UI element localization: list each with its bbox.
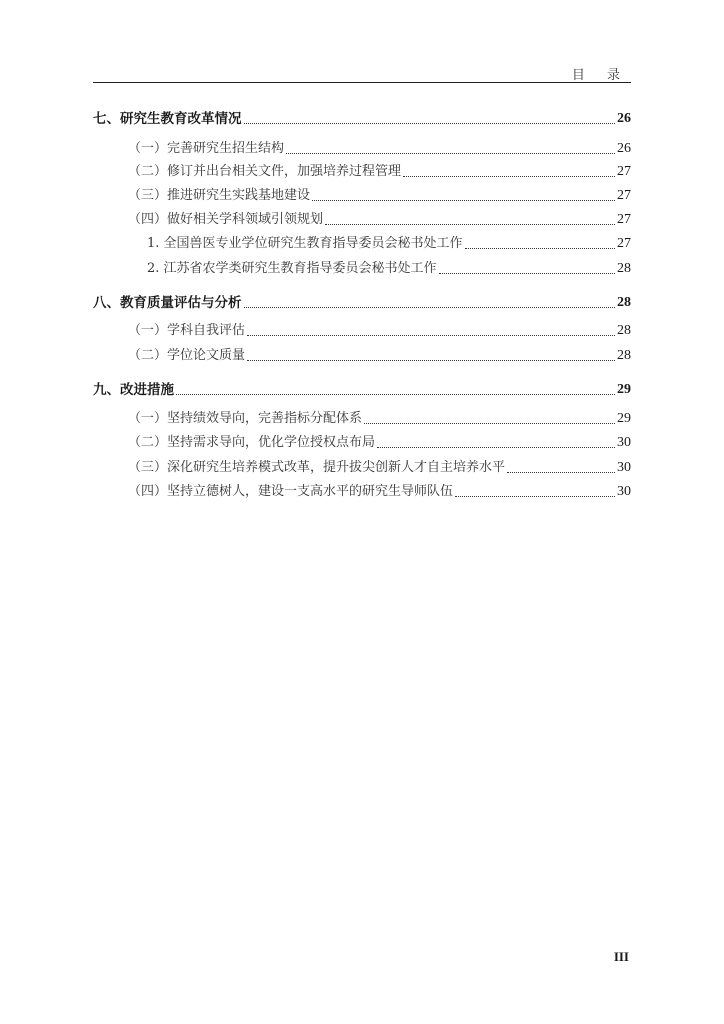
toc-entry-page: 30 <box>617 460 631 475</box>
toc-leader-dots <box>439 273 615 274</box>
toc-entry[interactable] <box>93 293 631 313</box>
toc-entry-page: 26 <box>617 111 631 126</box>
toc-entry-page: 28 <box>617 348 631 363</box>
toc-leader-dots <box>247 360 615 361</box>
toc-entry-title: （二）坚持需求导向，优化学位授权点布局 <box>128 435 376 450</box>
toc-entry-page: 27 <box>617 164 631 179</box>
toc-entry-title: 七、研究生教育改革情况 <box>93 111 242 127</box>
toc-leader-dots <box>465 248 615 249</box>
page-number: III <box>613 949 629 964</box>
toc-entry[interactable] <box>128 139 631 159</box>
toc-entry-title: （三）推进研究生实践基地建设 <box>128 188 311 203</box>
toc-entry-page: 28 <box>617 295 631 310</box>
toc-entry[interactable] <box>128 186 631 206</box>
toc-entry-page: 28 <box>617 261 631 276</box>
header-rule <box>93 82 631 83</box>
toc-entry[interactable] <box>128 433 631 453</box>
toc-leader-dots <box>244 123 616 124</box>
toc-entry-title: （二）修订并出台相关文件，加强培养过程管理 <box>128 164 402 179</box>
toc-entry-title: （一）学科自我评估 <box>128 323 246 338</box>
toc-entry-title: 1. 全国兽医专业学位研究生教育指导委员会秘书处工作 <box>147 236 463 251</box>
toc-leader-dots <box>247 335 615 336</box>
toc-entry[interactable] <box>128 458 631 478</box>
toc-entry-page: 29 <box>617 382 631 397</box>
toc-leader-dots <box>364 423 615 424</box>
toc-leader-dots <box>325 224 615 225</box>
toc-entry[interactable] <box>128 482 631 502</box>
toc-leader-dots <box>176 394 615 395</box>
toc-entry-title: 2. 江苏省农学类研究生教育指导委员会秘书处工作 <box>147 261 437 276</box>
toc-leader-dots <box>377 447 615 448</box>
toc-entry-page: 30 <box>617 435 631 450</box>
toc-leader-dots <box>312 200 615 201</box>
toc-entry[interactable] <box>147 259 631 279</box>
toc-entry-title: （四）做好相关学科领域引领规划 <box>128 212 324 227</box>
toc-entry-title: （三）深化研究生培养模式改革，提升拔尖创新人才自主培养水平 <box>128 460 506 475</box>
toc-entry[interactable] <box>128 162 631 182</box>
toc-entry[interactable] <box>128 346 631 366</box>
toc-leader-dots <box>286 153 615 154</box>
toc-entry-page: 27 <box>617 212 631 227</box>
running-header: 目 录 <box>571 68 629 83</box>
toc-entry[interactable] <box>128 409 631 429</box>
toc-entry-page: 28 <box>617 323 631 338</box>
toc-leader-dots <box>244 307 616 308</box>
toc-entry-title: （二）学位论文质量 <box>128 348 246 363</box>
toc-entry[interactable] <box>128 321 631 341</box>
toc-entry[interactable] <box>93 109 631 129</box>
toc-entry-title: （一）完善研究生招生结构 <box>128 141 285 156</box>
toc-leader-dots <box>455 496 615 497</box>
toc-leader-dots <box>403 176 615 177</box>
toc-entry[interactable] <box>128 210 631 230</box>
toc-entry[interactable] <box>93 380 631 400</box>
toc-entry-title: 九、改进措施 <box>93 382 174 398</box>
toc-entry-title: （一）坚持绩效导向，完善指标分配体系 <box>128 411 363 426</box>
toc-entry-page: 27 <box>617 188 631 203</box>
toc-entry-page: 30 <box>617 484 631 499</box>
toc-entry-page: 27 <box>617 236 631 251</box>
toc-leader-dots <box>507 472 615 473</box>
toc-entry-title: 八、教育质量评估与分析 <box>93 295 242 311</box>
toc-entry-page: 29 <box>617 411 631 426</box>
toc-entry-title: （四）坚持立德树人，建设一支高水平的研究生导师队伍 <box>128 484 454 499</box>
toc-entry-page: 26 <box>617 141 631 156</box>
toc-entry[interactable] <box>147 234 631 254</box>
